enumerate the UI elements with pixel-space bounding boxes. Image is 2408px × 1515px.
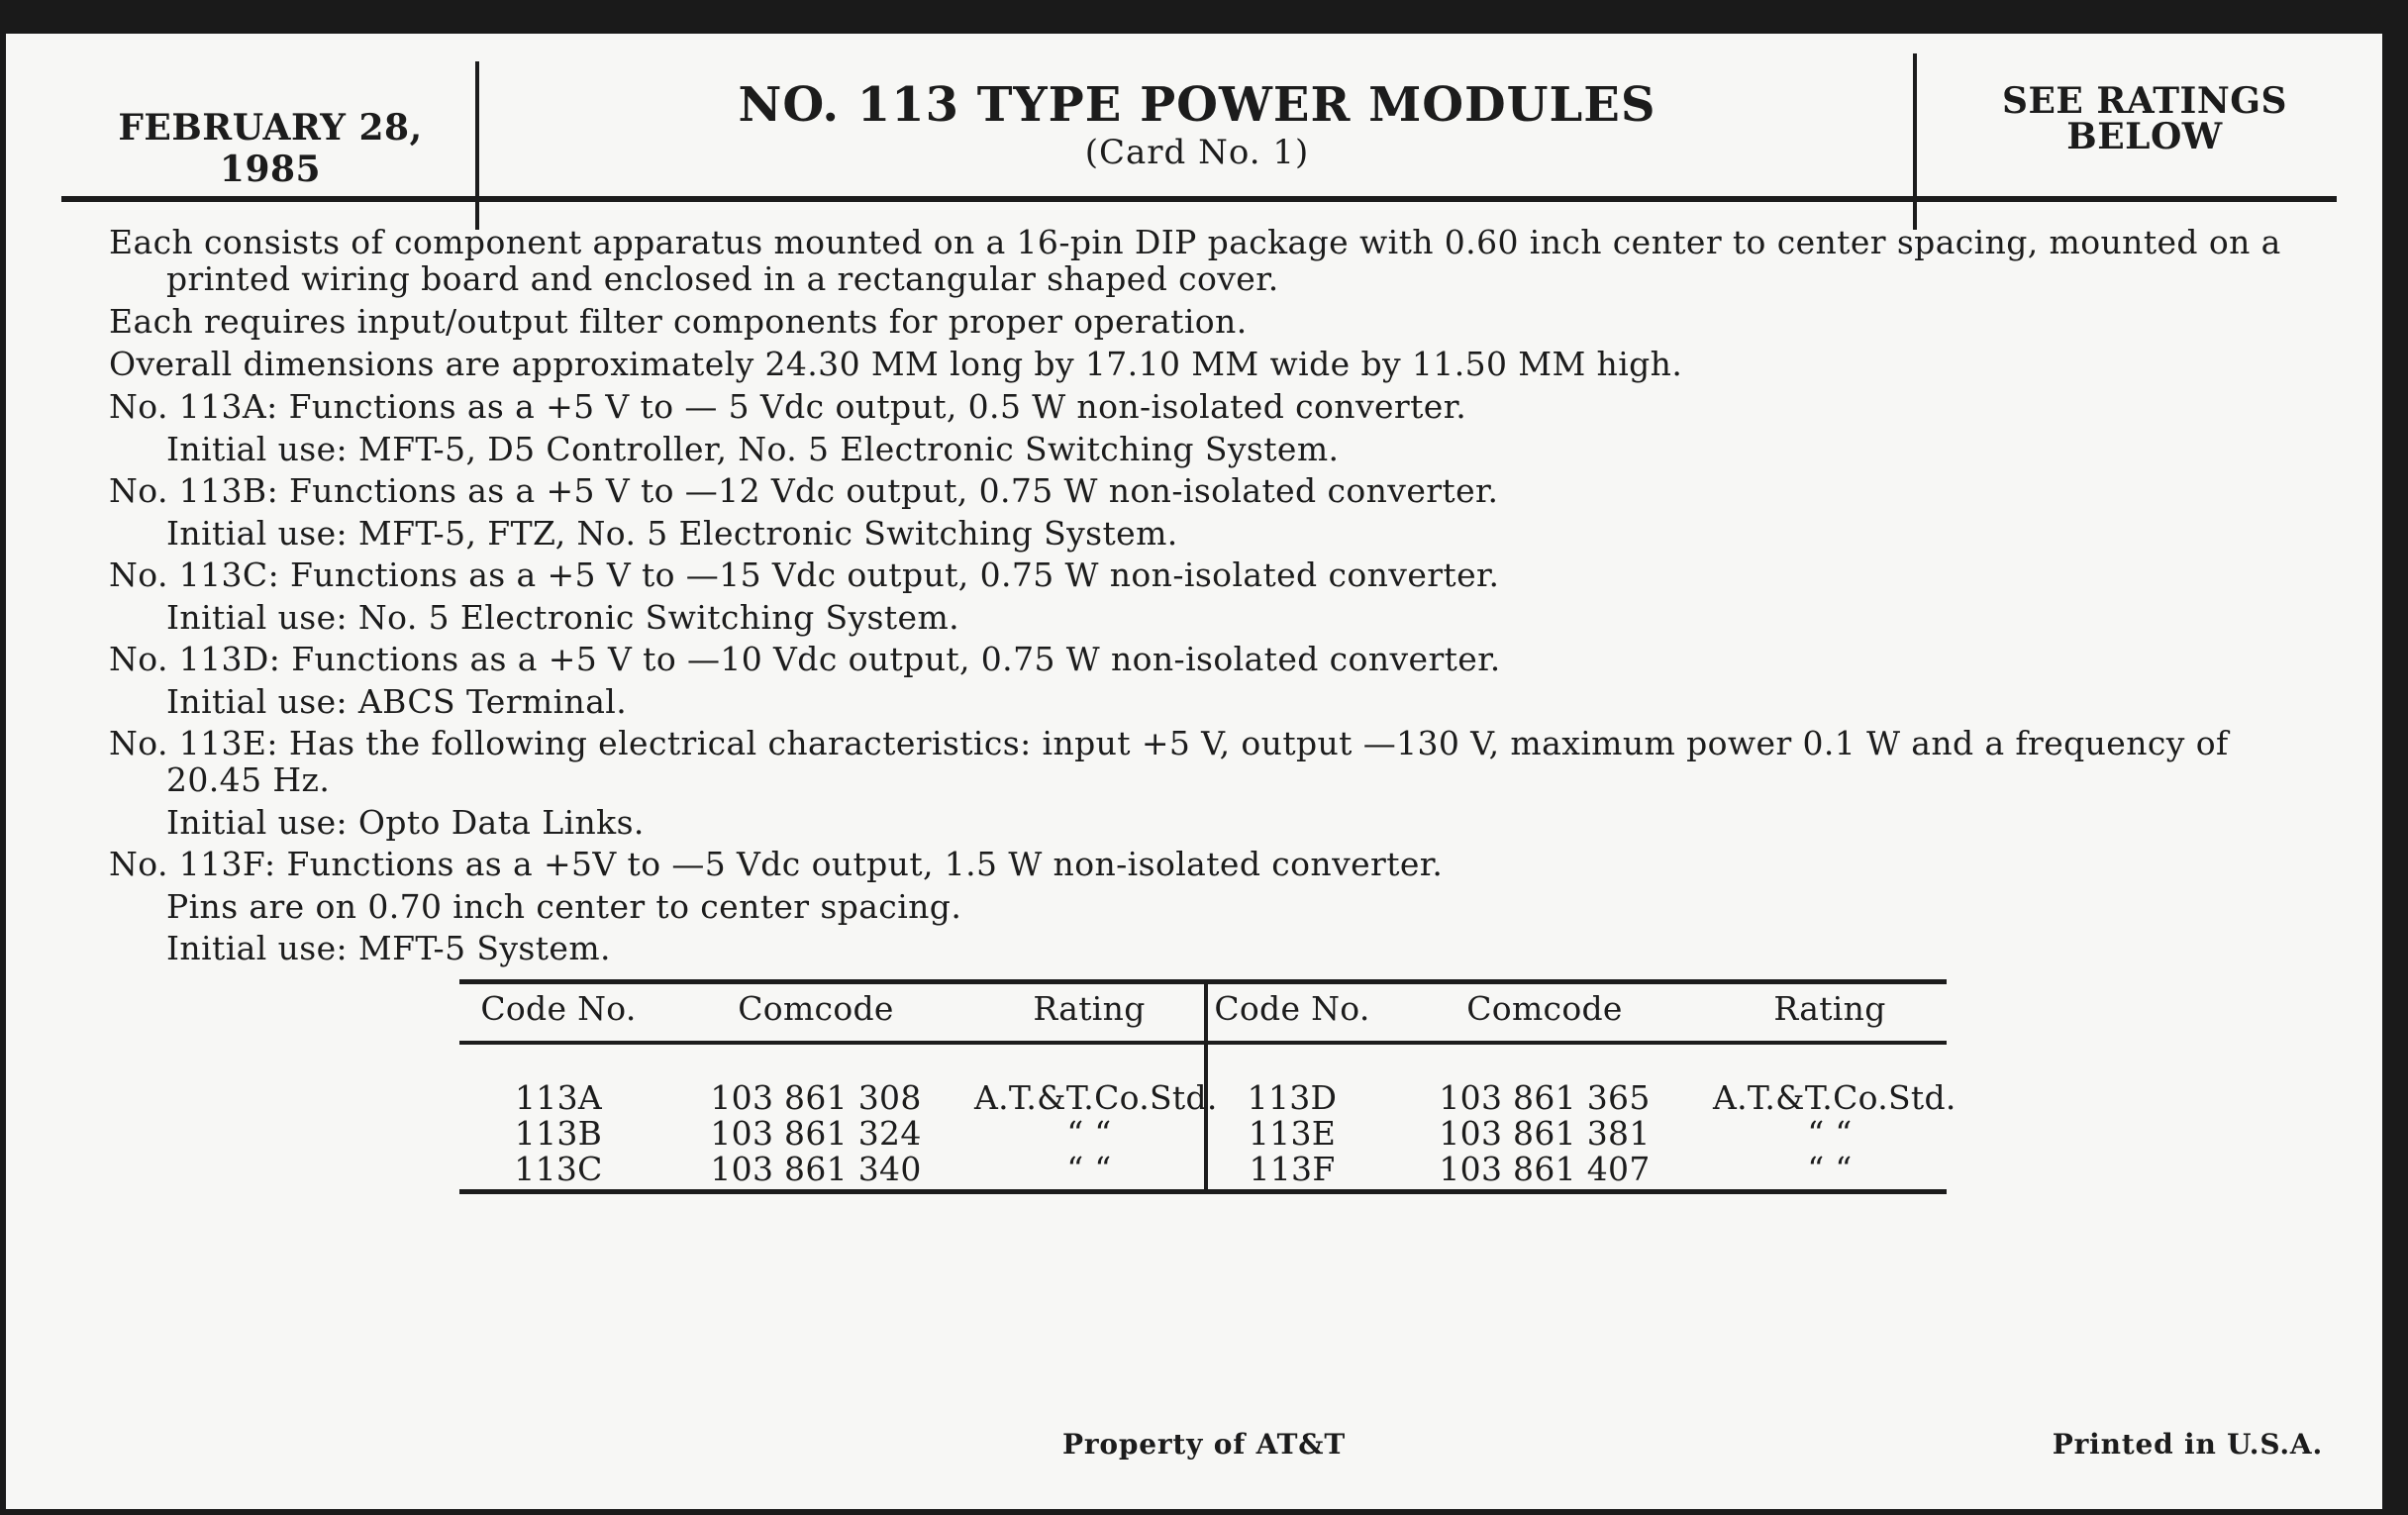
card-date: FEBRUARY 28, 1985 <box>118 107 423 190</box>
table-cell: 113B <box>514 1114 603 1153</box>
paragraph-113c: No. 113C: Functions as a +5 V to —15 Vdc output, 0.75 W non-isolated converter. <box>109 556 1500 594</box>
footer-printed: Printed in U.S.A. <box>2052 1428 2323 1461</box>
initial-use-113b: Initial use: MFT-5, FTZ, No. 5 Electronic Switching System. <box>166 514 1178 553</box>
page-title: NO. 113 TYPE POWER MODULES <box>738 77 1656 133</box>
scan-edge <box>2382 0 2408 1515</box>
column-header-rating-right: Rating <box>1773 989 1886 1028</box>
initial-use-113f: Initial use: MFT-5 System. <box>166 929 611 967</box>
table-cell: A.T.&T.Co.Std. <box>974 1078 1218 1117</box>
paragraph-dimensions: Overall dimensions are approximately 24.30 MM long by 17.10 MM wide by 11.50 MM high. <box>109 345 1683 383</box>
column-header-comcode-right: Comcode <box>1466 989 1623 1028</box>
footer-property: Property of AT&T <box>1062 1428 1346 1461</box>
table-cell: 113C <box>514 1150 603 1188</box>
paragraph-113e: No. 113E: Has the following electrical characteristics: input +5 V, output —130 V, maximum power 0.1 W and a frequency of 20.45 Hz. <box>109 724 2229 799</box>
ratings-note-line1: SEE RATINGS <box>2001 80 2288 122</box>
column-header-code-right: Code No. <box>1214 989 1370 1028</box>
paragraph-113b: No. 113B: Functions as a +5 V to —12 Vdc output, 0.75 W non-isolated converter. <box>109 471 1499 510</box>
table-cell: “ “ <box>1807 1114 1853 1153</box>
pin-spacing-113f: Pins are on 0.70 inch center to center spacing. <box>166 887 962 926</box>
paragraph-113a: No. 113A: Functions as a +5 V to — 5 Vdc output, 0.5 W non-isolated converter. <box>109 387 1467 426</box>
table-cell: 103 861 407 <box>1439 1150 1651 1188</box>
column-header-comcode: Comcode <box>738 989 894 1028</box>
table-cell: 103 861 324 <box>710 1114 922 1153</box>
column-header-rating: Rating <box>1033 989 1146 1028</box>
table-cell: 103 861 365 <box>1439 1078 1651 1117</box>
description-text <box>109 224 2297 971</box>
table-rule-header <box>459 1041 1947 1045</box>
ratings-note-line2: BELOW <box>2066 116 2223 157</box>
table-cell: 113A <box>514 1078 603 1117</box>
table-row <box>459 1078 1956 1117</box>
table-cell: 113F <box>1249 1150 1336 1188</box>
table-cell: 113E <box>1248 1114 1337 1153</box>
paragraph-construction: Each consists of component apparatus mounted on a 16-pin DIP package with 0.60 inch center to center spacing, mounted on a printed wiring board and enclosed in a rectangular shaped cover. <box>109 223 2281 298</box>
initial-use-113a: Initial use: MFT-5, D5 Controller, No. 5 Electronic Switching System. <box>166 430 1340 468</box>
initial-use-113e: Initial use: Opto Data Links. <box>166 803 645 842</box>
ratings-note <box>1937 80 2353 157</box>
document-card <box>6 34 2384 1509</box>
table-cell: “ “ <box>1807 1150 1853 1188</box>
table-row <box>459 1114 1947 1153</box>
table-cell: 103 861 340 <box>710 1150 922 1188</box>
table-cell: 103 861 308 <box>710 1078 922 1117</box>
card-number: (Card No. 1) <box>1084 133 1310 172</box>
table-row <box>459 1150 1947 1188</box>
table-cell: 113D <box>1247 1078 1338 1117</box>
table-rule-top <box>459 979 1947 984</box>
table-rule-bottom <box>459 1189 1947 1194</box>
header-rule <box>61 196 2337 202</box>
paragraph-113f: No. 113F: Functions as a +5V to —5 Vdc output, 1.5 W non-isolated converter. <box>109 845 1444 883</box>
initial-use-113c: Initial use: No. 5 Electronic Switching System. <box>166 598 960 637</box>
paragraph-filter: Each requires input/output filter components for proper operation. <box>109 302 1248 341</box>
table-cell: 103 861 381 <box>1439 1114 1651 1153</box>
table-cell: “ “ <box>1066 1114 1112 1153</box>
table-cell: “ “ <box>1066 1150 1112 1188</box>
column-header-code: Code No. <box>480 989 637 1028</box>
initial-use-113d: Initial use: ABCS Terminal. <box>166 682 628 721</box>
paragraph-113d: No. 113D: Functions as a +5 V to —10 Vdc output, 0.75 W non-isolated converter. <box>109 640 1501 678</box>
table-cell: A.T.&T.Co.Std. <box>1713 1078 1956 1117</box>
header-divider-right <box>1913 53 1917 230</box>
